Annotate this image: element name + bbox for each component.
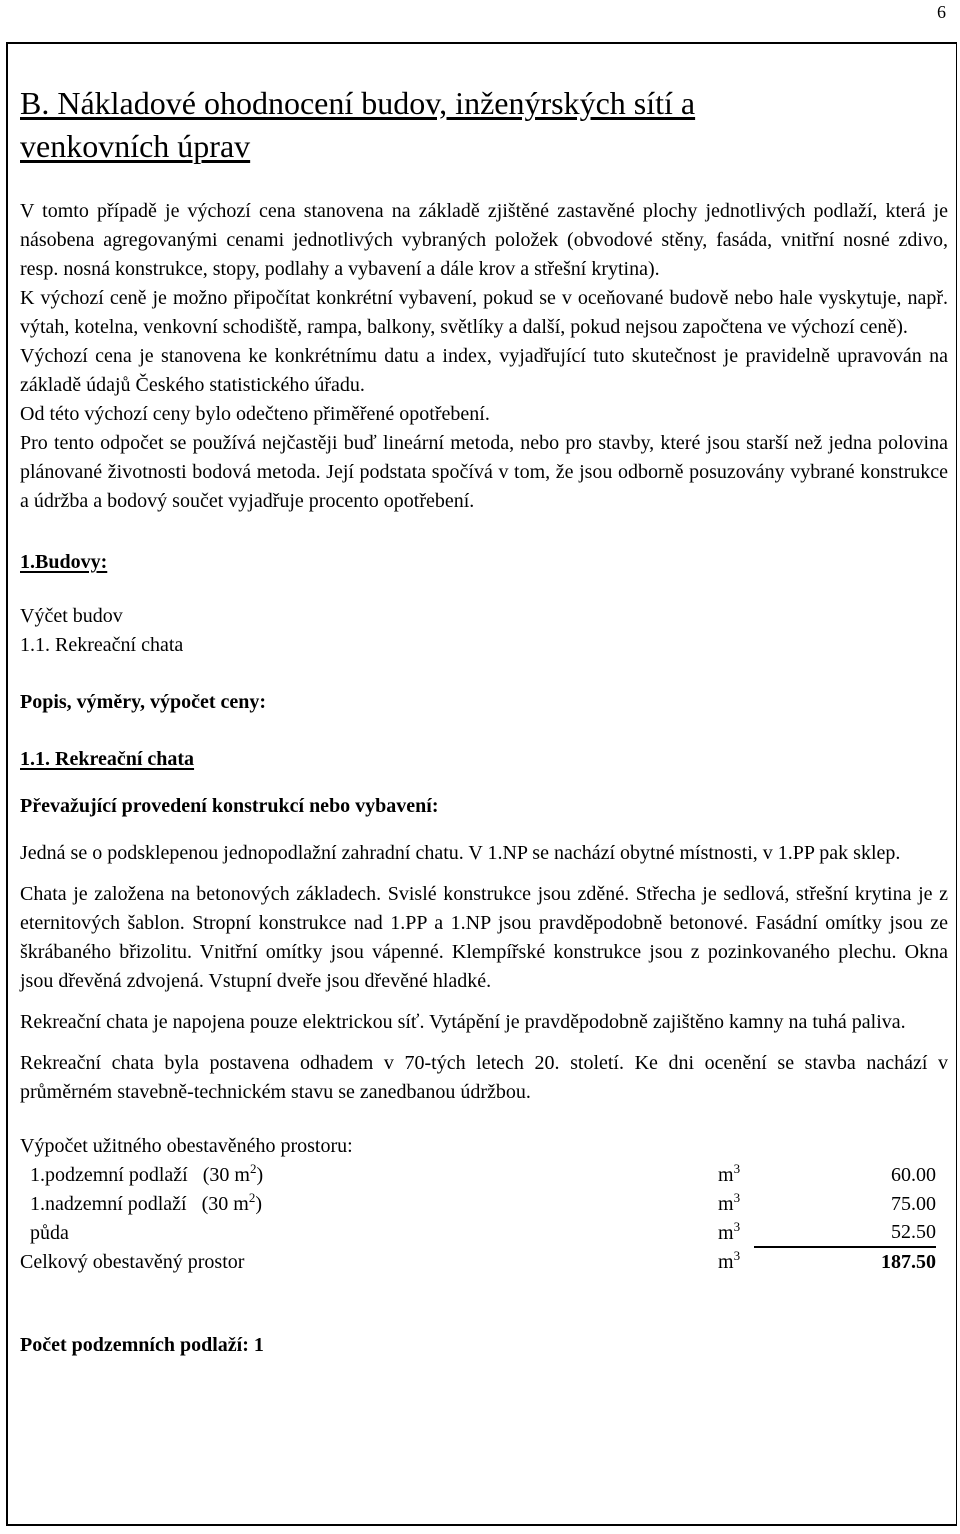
intro-paragraph: K výchozí ceně je možno připočítat konkrétní vybavení, pokud se v oceňované budově nebo hale vyskytuje, např. výtah, kotelna, venkovní schodiště, rampa, balkony, světlíky a další, pokud nejsou započtena ve výchozí ceně).	[20, 287, 948, 338]
description-paragraph: Chata je založena na betonových základech. Svislé konstrukce jsou zděné. Střecha je sedlová, střešní krytina je z eternitových šablon. Stropní konstrukce nad 1.PP a 1.NP jsou pravděpodobně betonové. Fasádní omítky jsou ze škrábaného břizolitu. Vnitřní omítky jsou vápenné. Klempířské konstrukce jsou z pozinkovaného plechu. Okna jsou dřevěná zdvojená. Vstupní dveře jsou dřevěné hladké.	[20, 883, 948, 992]
description-paragraph: Jedná se o podsklepenou jednopodlažní zahradní chatu. V 1.NP se nachází obytné místnosti, v 1.PP pak sklep.	[20, 842, 901, 864]
description-paragraph: Rekreační chata byla postavena odhadem v 70-tých letech 20. století. Ke dni ocenění se stavba nachází v průměrném stavebně-technickém stavu se zanedbanou údržbou.	[20, 1052, 948, 1103]
volume-row-label: 1.podzemní podlaží (30 m	[30, 1164, 250, 1186]
volume-row: 1.nadzemní podlaží (30 $m^2$) $m^3$ 75.00	[20, 1190, 948, 1219]
volume-title: Výpočet užitného obestavěného prostoru:	[20, 1135, 353, 1157]
volume-row-value: 52.50	[754, 1219, 936, 1248]
volume-row	[20, 1219, 948, 1248]
intro-paragraph: Výchozí cena je stanovena ke konkrétnímu datu a index, vyjadřující tuto skutečnost je pravidelně upravován na základě údajů Českého statistického úřadu.	[20, 345, 948, 396]
intro-paragraph: Pro tento odpočet se používá nejčastěji buď lineární metoda, nebo pro stavby, které jsou starší než jedna polovina plánované životnosti bodová metoda. Její podstata spočívá v tom, že jsou odborně posuzovány vybrané konstrukce a údržba a bodový součet vyjadřuje procento opotřebení.	[20, 432, 948, 512]
intro-paragraph: Od této výchozí ceny bylo odečteno přiměřené opotřebení.	[20, 403, 490, 425]
section-title-line-1: B. Nákladové ohodnocení budov, inženýrských sítí a	[20, 85, 696, 121]
page-frame	[6, 42, 957, 1526]
volume-total-row	[20, 1248, 948, 1277]
underground-floors: Počet podzemních podlaží: 1	[20, 1334, 264, 1356]
intro-section	[20, 197, 948, 516]
volume-row-unit: $m^3$	[718, 1219, 741, 1244]
buildings-heading: 1.Budovy:	[20, 551, 108, 573]
volume-row-label: 1.nadzemní podlaží (30 m	[30, 1193, 249, 1215]
intro-paragraph: V tomto případě je výchozí cena stanovena na základě zjištěné zastavěné plochy jednotlivých podlaží, která je násobena agregovanými cenami jednotlivých vybraných položek (obvodové stěny, fasáda, vnitřní nosné zdivo, resp. nosná konstrukce, stopy, podlahy a vybavení a dále krov a střešní krytina).	[20, 200, 948, 280]
volume-total-unit: $m^3$	[718, 1248, 741, 1273]
volume-row-label: půda	[30, 1222, 69, 1244]
volume-row-value: 75.00	[891, 1193, 936, 1215]
volume-row-unit: $m^3$	[718, 1190, 741, 1215]
buildings-list-title: Výčet budov	[20, 605, 123, 627]
volume-total-label: Celkový obestavěný prostor	[20, 1251, 245, 1273]
page-number: 6	[937, 2, 946, 22]
volume-row-value: 60.00	[891, 1164, 936, 1186]
buildings-list-item: 1.1. Rekreační chata	[20, 634, 184, 656]
volume-row: 1.podzemní podlaží (30 $m^2$) $m^3$ 60.00	[20, 1161, 948, 1190]
volume-row-unit: $m^3$	[718, 1161, 741, 1186]
volume-total-value: 187.50	[881, 1251, 936, 1273]
volume-table	[20, 1161, 948, 1277]
description-paragraph: Rekreační chata je napojena pouze elektrickou síť. Vytápění je pravděpodobně zajištěno kamny na tuhá paliva.	[20, 1011, 906, 1033]
popis-heading: Popis, výměry, výpočet ceny:	[20, 691, 267, 713]
section-title	[20, 82, 948, 168]
construction-heading: Převažující provedení konstrukcí nebo vybavení:	[20, 795, 439, 817]
section-title-line-2: venkovních úprav	[20, 128, 251, 164]
document-body	[20, 82, 948, 1360]
building-heading: 1.1. Rekreační chata	[20, 748, 195, 770]
